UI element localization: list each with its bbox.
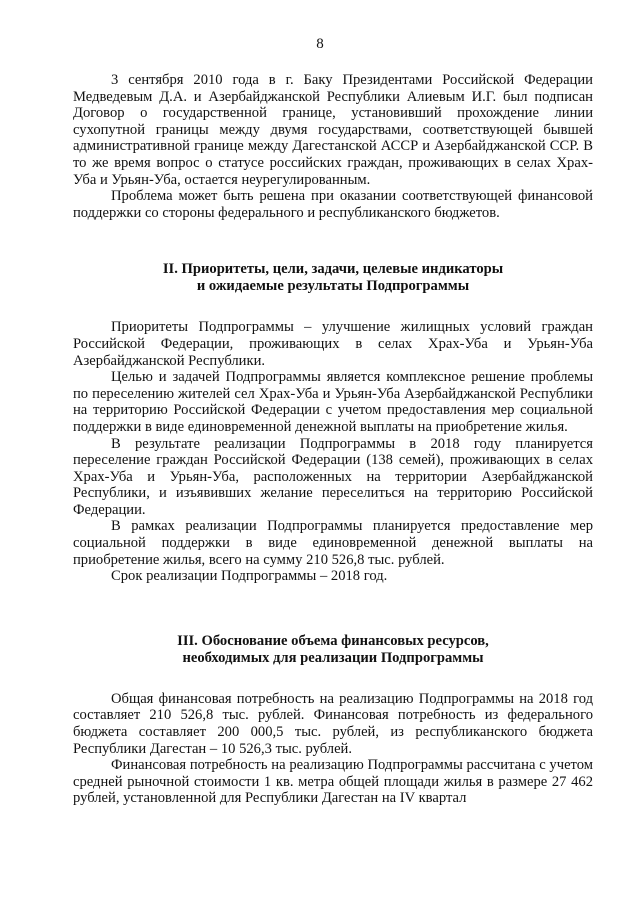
spacer xyxy=(73,295,593,319)
section-2-paragraph-3: В результате реализации Подпрограммы в 2018 году планируется переселение граждан Российской Федерации (138 семей), проживающих в селах Храх-Уба и Урьян-Уба, расположенных на территории Азербайджанской Республики, и изъявивших желание переселиться на территорию Российской Федерации. xyxy=(73,435,593,518)
section-2-title-line-2: и ожидаемые результаты Подпрограммы xyxy=(196,278,470,295)
intro-paragraph-2: Проблема может быть решена при оказании соответствующей финансовой поддержки со стороны федерального и республиканского бюджетов. xyxy=(73,188,593,221)
section-2-paragraph-5: Срок реализации Подпрограммы – 2018 год. xyxy=(111,568,388,585)
intro-paragraph-1: 3 сентября 2010 года в г. Баку Президентами Российской Федерации Медведевым Д.А. и Азербайджанской Республики Алиевым И.Г. был подписан Договор о государственной границе, установивший прохождение линии сухопутной границы между двумя государствами, соответствующей бывшей административной границе между Дагестанской АССР и Азербайджанской ССР. В то же время вопрос о статусе российских граждан, проживающих в селах Храх-Уба и Урьян-Уба, остается неурегулированным. xyxy=(73,72,593,188)
section-3-paragraph-1: Общая финансовая потребность на реализацию Подпрограммы на 2018 год составляет 210 526,8 тыс. рублей. Финансовая потребность из федерального бюджета составляет 200 000,5 тыс. рублей, из республиканского бюджета Республики Дагестан – 10 526,3 тыс. рублей. xyxy=(73,690,593,757)
spacer xyxy=(73,585,593,633)
section-3-title-line-2: необходимых для реализации Подпрограммы xyxy=(182,649,484,666)
section-2-paragraph-4: В рамках реализации Подпрограммы планируется предоставление мер социальной поддержки в виде единовременной денежной выплаты на приобретение жилья, всего на сумму 210 526,8 тыс. рублей. xyxy=(73,518,593,568)
document-body xyxy=(73,72,593,807)
section-2-heading xyxy=(73,261,593,295)
section-2-paragraph-1: Приоритеты Подпрограммы – улучшение жилищных условий граждан Российской Федерации, проживающих в селах Храх-Уба и Урьян-Уба Азербайджанской Республики. xyxy=(73,319,593,369)
section-3-title-line-1: III. Обоснование объема финансовых ресурсов, xyxy=(177,632,489,649)
section-3-paragraph-2: Финансовая потребность на реализацию Подпрограммы рассчитана с учетом средней рыночной стоимости 1 кв. метра общей площади жилья в размере 27 462 рублей, установленной для Республики Дагестан на IV квартал xyxy=(73,757,593,807)
section-3-heading xyxy=(73,633,593,667)
spacer xyxy=(73,667,593,691)
section-2-title-line-1: II. Приоритеты, цели, задачи, целевые индикаторы xyxy=(162,261,504,278)
page-number: 8 xyxy=(316,36,324,52)
spacer xyxy=(73,221,593,261)
section-2-paragraph-2: Целью и задачей Подпрограммы является комплексное решение проблемы по переселению жителей сел Храх-Уба и Урьян-Уба Азербайджанской Республики на территорию Российской Федерации с учетом предоставления мер социальной поддержки в виде единовременной денежной выплаты на приобретение жилья. xyxy=(73,369,593,435)
